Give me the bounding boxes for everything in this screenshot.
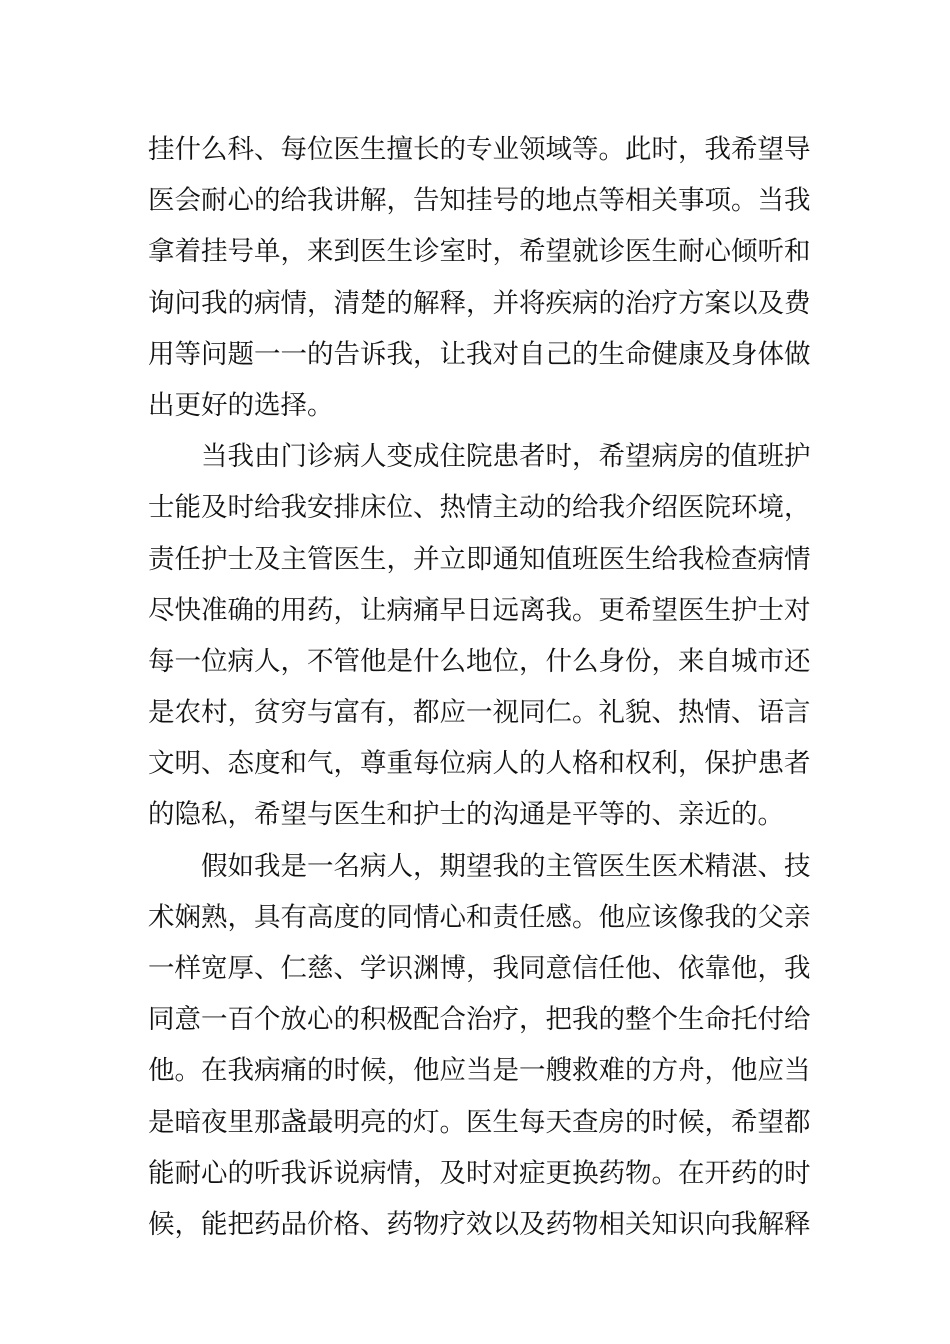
text-line: 士能及时给我安排床位、热情主动的给我介绍医院环境， (148, 492, 811, 524)
text-line: 询问我的病情，清楚的解释，并将疾病的治疗方案以及费 (148, 287, 811, 319)
text-line: 一样宽厚、仁慈、学识渊博，我同意信任他、依靠他，我 (148, 953, 811, 984)
text-line: 候，能把药品价格、药物疗效以及药物相关知识向我解释 (148, 1208, 811, 1240)
text-line: 用等问题一一的告诉我，让我对自己的生命健康及身体做 (148, 338, 811, 370)
text-line: 是农村，贫穷与富有，都应一视同仁。礼貌、热情、语言 (148, 697, 811, 729)
text-line: 拿着挂号单，来到医生诊室时，希望就诊医生耐心倾听和 (148, 236, 811, 268)
text-line: 是暗夜里那盏最明亮的灯。医生每天查房的时候，希望都 (148, 1106, 811, 1138)
text-line: 挂什么科、每位医生擅长的专业领域等。此时，我希望导 (148, 134, 811, 165)
text-line: 尽快准确的用药，让病痛早日远离我。更希望医生护士对 (148, 594, 811, 626)
text-line: 的隐私，希望与医生和护士的沟通是平等的、亲近的。 (148, 799, 784, 831)
text-line: 出更好的选择。 (148, 389, 334, 421)
text-line: 医会耐心的给我讲解，告知挂号的地点等相关事项。当我 (148, 185, 811, 217)
paragraph-3 (148, 841, 811, 1251)
text-line: 术娴熟，具有高度的同情心和责任感。他应该像我的父亲 (148, 901, 811, 933)
text-line: 责任护士及主管医生，并立即通知值班医生给我检查病情 (148, 543, 811, 575)
text-line: 能耐心的听我诉说病情，及时对症更换药物。在开药的时 (148, 1157, 811, 1189)
text-line: 他。在我病痛的时候，他应当是一艘救难的方舟，他应当 (148, 1055, 811, 1087)
text-line: 文明、态度和气，尊重每位病人的人格和权利，保护患者 (148, 748, 811, 780)
text-line: 每一位病人，不管他是什么地位，什么身份，来自城市还 (148, 645, 811, 677)
document-body (148, 124, 811, 1250)
text-line: 同意一百个放心的积极配合治疗，把我的整个生命托付给 (148, 1004, 811, 1036)
paragraph-1 (148, 124, 811, 431)
paragraph-2 (148, 431, 811, 841)
text-line: 假如我是一名病人，期望我的主管医生医术精湛、技 (201, 850, 811, 882)
text-line: 当我由门诊病人变成住院患者时，希望病房的值班护 (201, 441, 811, 473)
